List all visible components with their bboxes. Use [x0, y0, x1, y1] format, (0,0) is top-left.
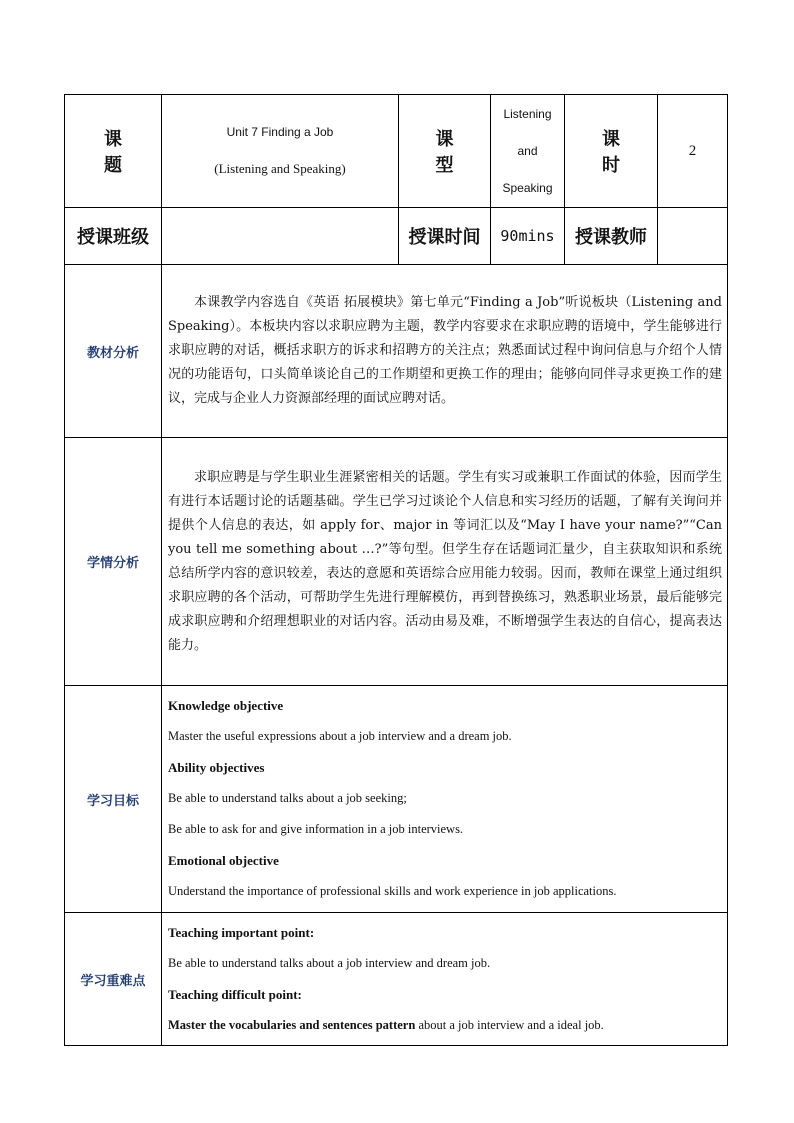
class-label: 授课班级: [65, 208, 162, 265]
topic-label: 课 题: [65, 95, 162, 208]
type-value: [491, 95, 565, 208]
students-text: 求职应聘是与学生职业生涯紧密相关的话题。学生有实习或兼职工作面试的体验，因而学生有进行本话题讨论的话题基础。学生已学习过谈论个人信息和实习经历的话题，了解有关询问并提供个人信息的表达，如 apply for、major in 等词汇以及“May I have your name?”“Can you tell me something about …?”等句型。但学生存在话题词汇量少，自主获取知识和系统总结所学内容的意识较差，表达的意愿和英语综合应用能力较弱。因而，教师在课堂上通过组织求职应聘的各个活动，可帮助学生先进行理解模仿，再到替换练习，熟悉职业场景，最后能够完成求职应聘和介绍理想职业的对话内容。活动由易及难，不断增强学生表达的自信心，提高表达能力。: [162, 438, 728, 686]
key-points-row: [65, 913, 728, 1046]
students-label: 学情分析: [65, 438, 162, 686]
topic-value: [162, 95, 399, 208]
time-value: 90mins: [491, 208, 565, 265]
difficult-bold: Master the vocabularies and sentences pattern: [168, 1018, 416, 1032]
material-row: [65, 265, 728, 438]
topic-line-2: (Listening and Speaking): [214, 161, 346, 176]
knowledge-text: Master the useful expressions about a job interview and a dream job.: [168, 729, 512, 743]
difficult-rest: about a job interview and a ideal job.: [415, 1018, 604, 1032]
hours-value: 2: [658, 95, 728, 208]
type-line-2: and: [517, 143, 538, 158]
students-row: [65, 438, 728, 686]
time-label: 授课时间: [399, 208, 491, 265]
class-value: [162, 208, 399, 265]
objectives-row: [65, 686, 728, 913]
key-points-content: [162, 913, 728, 1046]
material-text: 本课教学内容选自《英语 拓展模块》第七单元“Finding a Job”听说板块（Listening and Speaking）。本板块内容以求职应聘为主题，教学内容要求在求职应聘的语境中，学生能够进行求职应聘的对话，概括求职方的诉求和招聘方的关注点；熟悉面试过程中询问信息与介绍个人情况的功能语句，口头简单谈论自己的工作期望和更换工作的理由；能够向同伴寻求更换工作的建议，完成与企业人力资源部经理的面试应聘对话。: [162, 265, 728, 438]
hours-label: 课 时: [565, 95, 658, 208]
topic-line-1: Unit 7 Finding a Job: [226, 125, 334, 139]
material-label: 教材分析: [65, 265, 162, 438]
type-line-1: Listening: [503, 106, 552, 121]
teacher-label: 授课教师: [565, 208, 658, 265]
difficult-heading: Teaching difficult point:: [168, 987, 302, 1002]
ability-text-2: Be able to ask for and give information in a job interviews.: [168, 822, 464, 836]
difficult-text: [168, 1010, 721, 1041]
knowledge-heading: Knowledge objective: [168, 698, 284, 713]
important-text: Be able to understand talks about a job interview and dream job.: [168, 956, 491, 970]
important-heading: Teaching important point:: [168, 925, 315, 940]
header-row: [65, 95, 728, 208]
lesson-plan-table: [64, 94, 728, 1046]
emotional-text: Understand the importance of professional skills and work experience in job applications.: [168, 884, 617, 898]
objectives-label: 学习目标: [65, 686, 162, 913]
ability-text-1: Be able to understand talks about a job seeking;: [168, 791, 407, 805]
ability-heading: Ability objectives: [168, 760, 265, 775]
teacher-value: [658, 208, 728, 265]
type-line-3: Speaking: [502, 180, 553, 195]
objectives-content: [162, 686, 728, 913]
key-points-label: 学习重难点: [65, 913, 162, 1046]
type-label: 课 型: [399, 95, 491, 208]
class-row: [65, 208, 728, 265]
emotional-heading: Emotional objective: [168, 853, 279, 868]
